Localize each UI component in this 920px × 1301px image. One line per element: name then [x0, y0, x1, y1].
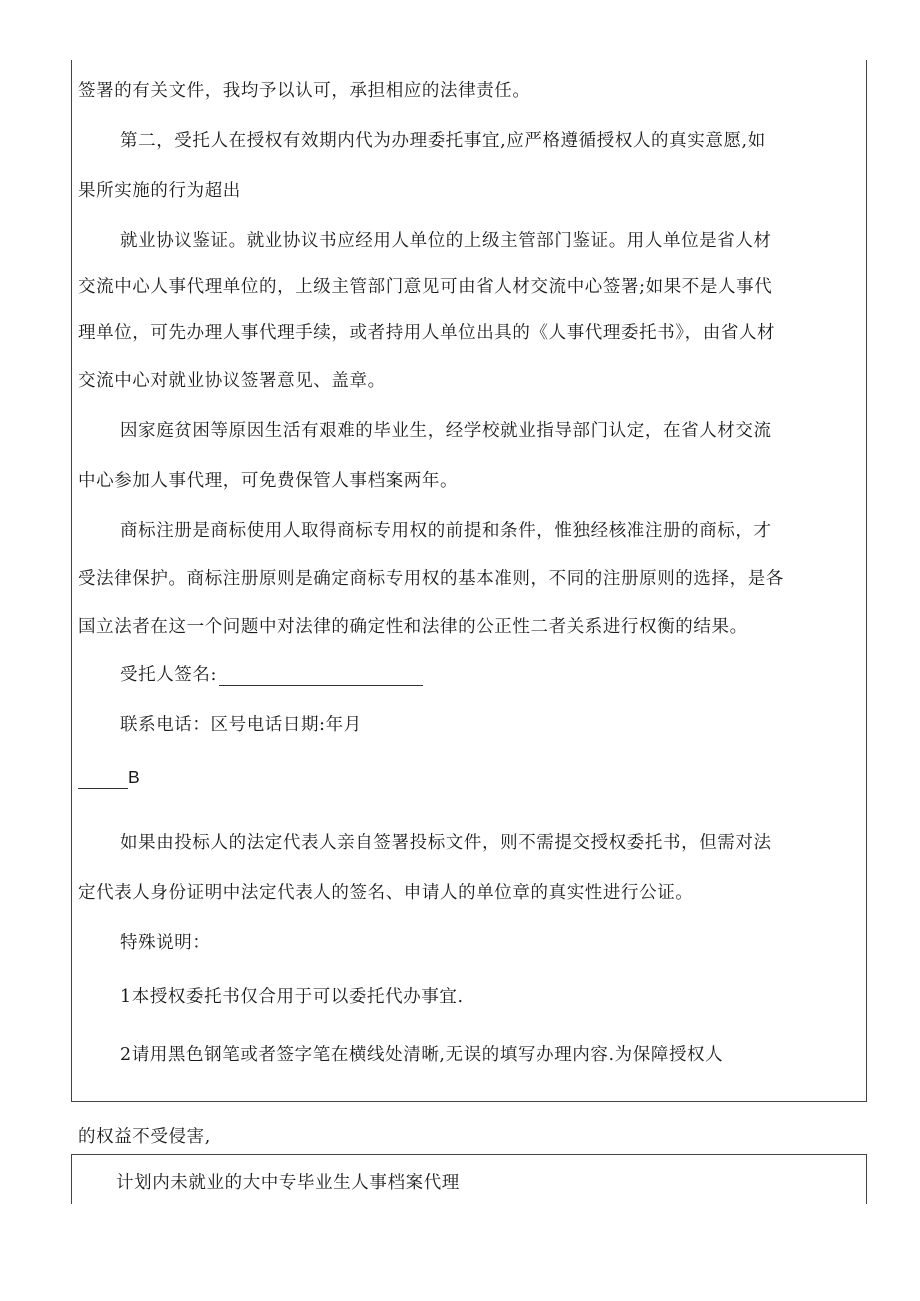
- day-suffix: B: [128, 767, 141, 787]
- signature-row: [120, 664, 423, 686]
- paragraph-line: 商标注册是商标使用人取得商标专用权的前提和条件，惟独经核准注册的商标，才: [120, 521, 772, 541]
- paragraph-line: 受法律保护。商标注册原则是确定商标专用权的基本准则，不同的注册原则的选择，是各: [78, 569, 784, 589]
- date-row: [78, 766, 140, 789]
- signature-blank-line[interactable]: [219, 667, 423, 686]
- paragraph-line: 定代表人身份证明中法定代表人的签名、申请人的单位章的真实性进行公证。: [78, 883, 694, 903]
- paragraph-line: 如果由投标人的法定代表人亲自签署投标文件，则不需提交授权委托书，但需对法: [120, 833, 772, 853]
- note-item: 1本授权委托书仅合用于可以委托代办事宜.: [120, 987, 464, 1007]
- special-notes-title: 特殊说明：: [120, 933, 211, 953]
- paragraph-line: 因家庭贫困等原因生活有艰难的毕业生，经学校就业指导部门认定，在省人材交流: [120, 421, 772, 441]
- paragraph-line: 果所实施的行为超出: [78, 181, 241, 201]
- paragraph-line: 国立法者在这一个问题中对法律的确定性和法律的公正性二者关系进行权衡的结果。: [78, 617, 748, 637]
- paragraph-line: 中心参加人事代理，可免费保管人事档案两年。: [78, 471, 459, 491]
- paragraph-line: 签署的有关文件，我均予以认可，承担相应的法律责任。: [78, 81, 531, 101]
- paragraph-line: 第二，受托人在授权有效期内代为办理委托事宜,应严格遵循授权人的真实意愿,如: [120, 131, 766, 151]
- note-item: 2请用黑色钢笔或者签字笔在横线处清晰,无误的填写办理内容.为保障授权人: [120, 1045, 724, 1065]
- paragraph-line: 交流中心人事代理单位的，上级主管部门意见可由省人材交流中心签署;如果不是人事代: [78, 277, 773, 297]
- paragraph-line: 交流中心对就业协议签署意见、盖章。: [78, 371, 386, 391]
- contact-line: 联系电话：区号电话日期:年月: [120, 715, 362, 735]
- paragraph-line: 就业协议鉴证。就业协议书应经用人单位的上级主管部门鉴证。用人单位是省人材: [120, 231, 772, 251]
- paragraph-line: 理单位，可先办理人事代理手续，或者持用人单位出具的《人事代理委托书》，由省人材: [78, 323, 776, 343]
- continuation-text: 的权益不受侵害,: [78, 1127, 211, 1147]
- day-blank-line[interactable]: [78, 770, 128, 789]
- signature-label: 受托人签名:: [120, 665, 217, 685]
- bottom-box-text: 计划内未就业的大中专毕业生人事档案代理: [116, 1173, 460, 1193]
